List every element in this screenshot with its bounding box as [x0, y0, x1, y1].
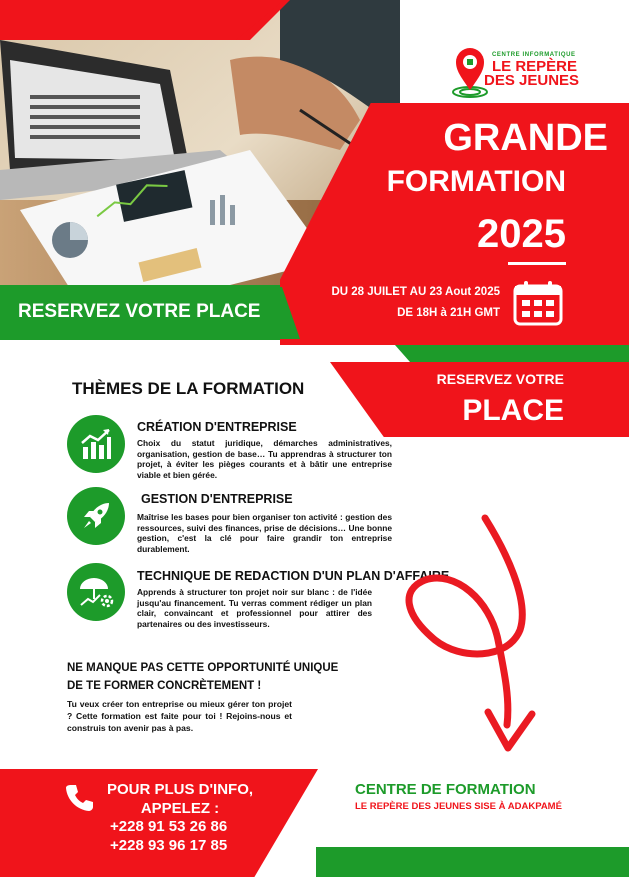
calendar-icon — [513, 280, 563, 326]
phone-number-2[interactable]: +228 93 96 17 85 — [110, 837, 228, 854]
time-range: DE 18H à 21H GMT — [397, 307, 500, 319]
logo-area — [400, 18, 629, 103]
cta-text: Tu veux créer ton entreprise ou mieux gérer ton projet ? Cette formation est faite pour toi ! Rejoins-nous et construis ton avenir pas à pas. — [67, 699, 292, 733]
phone-number-1[interactable]: +228 91 53 26 86 — [110, 818, 228, 835]
swirl-arrow-icon — [380, 510, 560, 755]
reserve-banner-label[interactable]: RESERVEZ VOTRE PLACE — [18, 301, 261, 322]
theme-3-text: Apprends à structurer ton projet noir sur blanc : de l'idée jusqu'au financement. Tu verras comment rédiger un plan clair, convaincant et professionnel pour attirer des partenaires ou des investisseurs. — [137, 587, 372, 629]
logo-small-text: CENTRE INFORMATIQUE — [492, 52, 576, 58]
contact-line1: POUR PLUS D'INFO, — [106, 781, 254, 798]
theme-1-title: CRÉATION D'ENTREPRISE — [137, 420, 297, 434]
rocket-icon — [67, 487, 125, 545]
umbrella-chart-icon — [67, 563, 125, 621]
bottom-green-strip — [316, 847, 629, 877]
headline-formation: FORMATION — [386, 165, 566, 198]
theme-3-title: TECHNIQUE DE REDACTION D'UN PLAN D'AFFAIRE — [137, 569, 450, 583]
center-title: CENTRE DE FORMATION — [355, 781, 536, 798]
logo-line1: LE REPÈRE — [492, 58, 578, 75]
theme-1-text: Choix du statut juridique, démarches administratives, organisation, gestion de base… Tu apprendras à structurer ton projet, à éviter les pièges courants et à bâtir une entreprise viable et bien gérée. — [137, 438, 392, 480]
center-subtitle: LE REPÈRE DES JEUNES SISE À ADAKPAMÉ — [355, 801, 562, 812]
headline-year: 2025 — [477, 212, 566, 256]
headline-grande: GRANDE — [443, 117, 608, 159]
theme-2-title: GESTION D'ENTREPRISE — [141, 492, 293, 506]
cta-headline: NE MANQUE PAS CETTE OPPORTUNITÉ UNIQUE DE TE FORMER CONCRÈTEMENT ! — [67, 662, 339, 692]
theme-2-text: Maîtrise les bases pour bien organiser ton activité : gestion des ressources, suivi des finances, prise de décisions… Une bonne gestion, c'est la clé pour faire grandir ton entreprise durablement. — [137, 512, 392, 554]
reserve-box-line2[interactable]: PLACE — [462, 394, 564, 427]
growth-chart-icon — [67, 415, 125, 473]
logo-line2: DES JEUNES — [484, 72, 580, 89]
reserve-box-line1[interactable]: RESERVEZ VOTRE — [436, 371, 564, 387]
themes-title: THÈMES DE LA FORMATION — [72, 379, 305, 398]
headline-underline — [508, 262, 566, 265]
date-range: DU 28 JUILET AU 23 Aout 2025 — [331, 286, 500, 298]
contact-line2: APPELEZ : — [140, 800, 220, 817]
